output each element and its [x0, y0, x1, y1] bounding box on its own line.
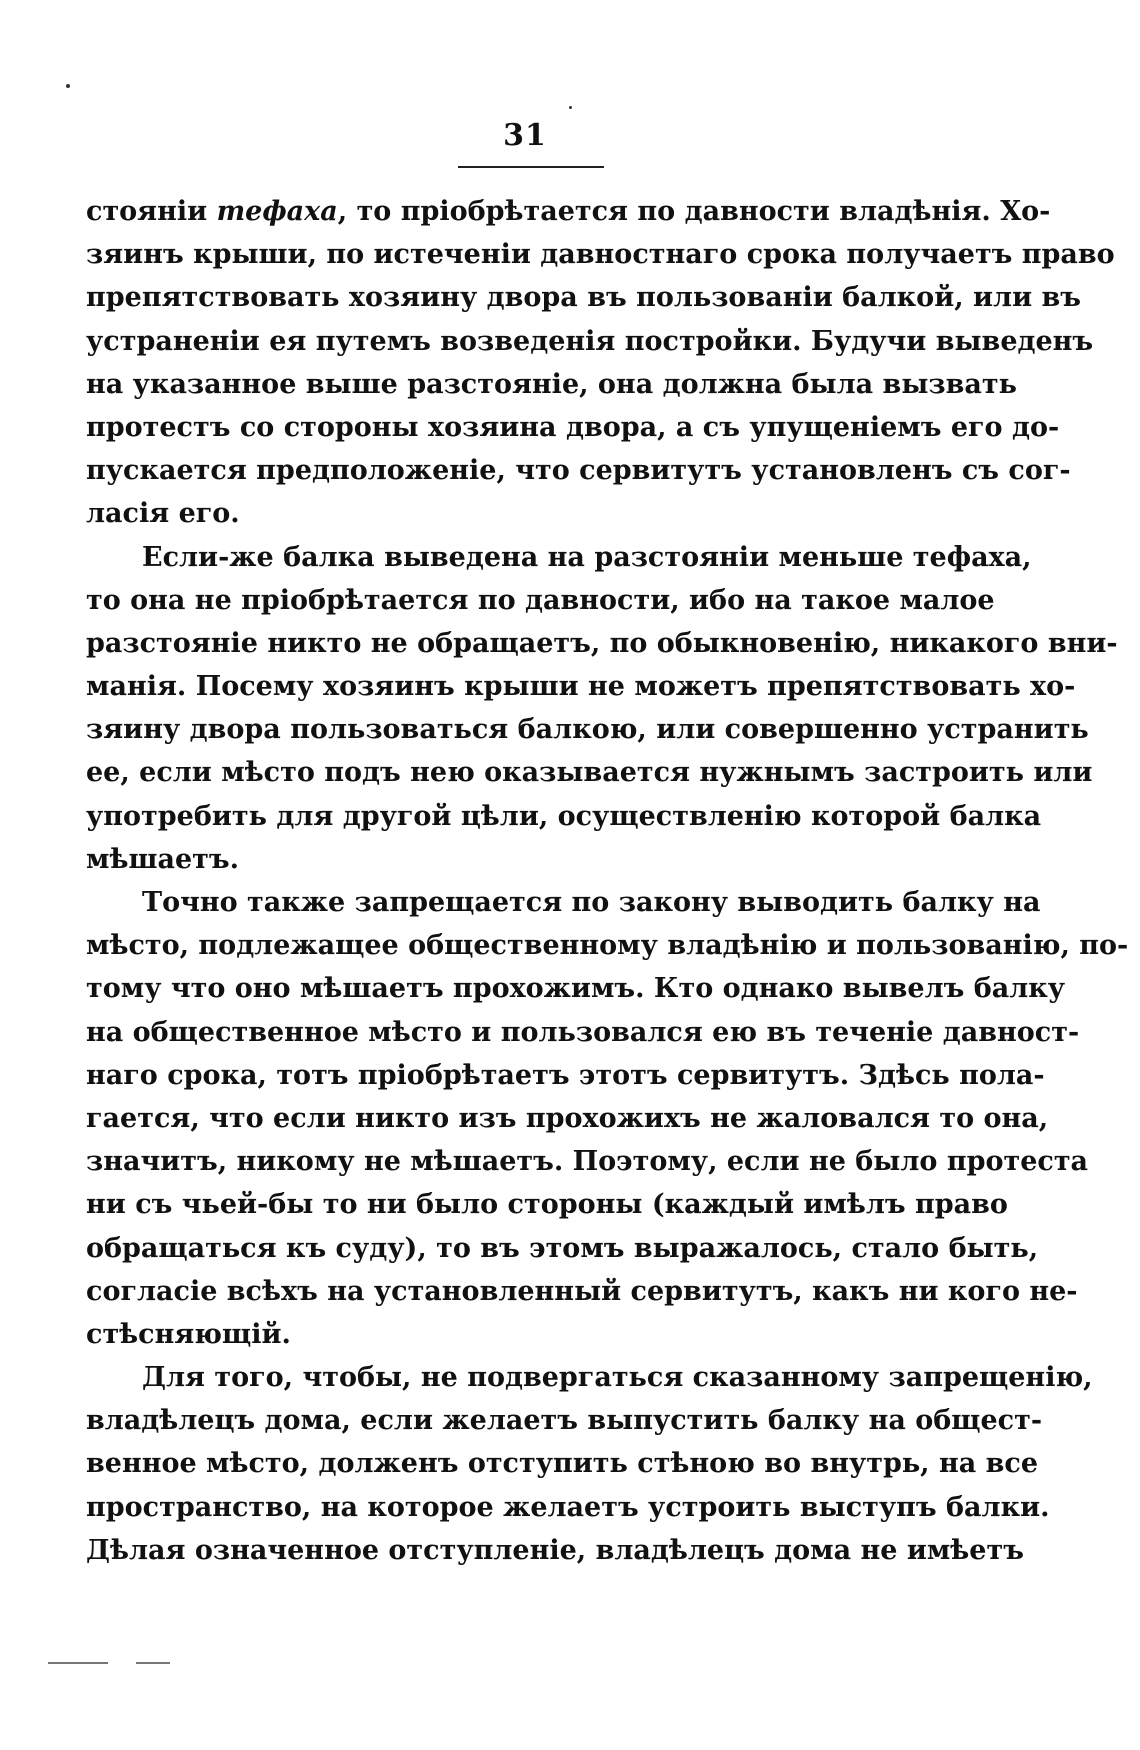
header-rule: [458, 166, 604, 168]
page-number: 31: [503, 118, 547, 153]
text-line: на общественное мѣсто и пользовался ею въ теченіе давност-: [86, 1016, 1080, 1048]
text-line: [86, 190, 1051, 233]
text-line: устраненіи ея путемъ возведенія постройки. Будучи выведенъ: [86, 325, 1094, 357]
text-line: венное мѣсто, долженъ отступить стѣною во внутрь, на все: [86, 1448, 1039, 1480]
text-line: зяинъ крыши, по истеченіи давностнаго срока получаетъ право: [86, 239, 1115, 271]
text-line: Дѣлая означенное отступленіе, владѣлецъ дома не имѣетъ: [86, 1534, 1024, 1566]
text-line: ни съ чьей-бы то ни было стороны (каждый имѣлъ право: [86, 1189, 1008, 1221]
text-line: употребить для другой цѣли, осуществленію которой балка: [86, 800, 1042, 832]
text-line: разстояніе никто не обращаетъ, по обыкновенію, никакого вни-: [86, 627, 1118, 659]
text-line: препятствовать хозяину двора въ пользованіи балкой, или въ: [86, 282, 1081, 314]
paragraph-4: [86, 1356, 1093, 1572]
text-line: Точно также запрещается по закону выводить балку на: [142, 887, 1041, 918]
text-line: зяину двора пользоваться балкою, или совершенно устранить: [86, 714, 1089, 746]
paragraph-3: [86, 881, 1129, 1356]
text-line: тому что оно мѣшаетъ прохожимъ. Кто однако вывелъ балку: [86, 973, 1066, 1005]
paragraph-2: [86, 536, 1118, 882]
scan-mark: [48, 1662, 108, 1664]
text-line: то она не пріобрѣтается по давности, ибо на такое малое: [86, 584, 995, 616]
text-line: пускается предположеніе, что сервитутъ установленъ съ сог-: [86, 455, 1071, 487]
text-line: протестъ со стороны хозяина двора, а съ упущеніемъ его до-: [86, 411, 1060, 443]
text-line: Для того, чтобы, не подвергаться сказанному запрещенію,: [142, 1362, 1093, 1394]
text-line: на указанное выше разстояніе, она должна была вызвать: [86, 368, 1017, 400]
text-line: ласія его.: [86, 498, 240, 530]
scan-mark: [136, 1662, 170, 1664]
text-line: наго срока, тотъ пріобрѣтаетъ этотъ сервитутъ. Здѣсь пола-: [86, 1059, 1045, 1091]
text-line: владѣлецъ дома, если желаетъ выпустить балку на общест-: [86, 1405, 1043, 1437]
scan-speck: [66, 84, 70, 88]
text-line: гается, что если никто изъ прохожихъ не жаловался то она,: [86, 1102, 1049, 1134]
text-line: пространство, на которое желаетъ устроить выступъ балки.: [86, 1491, 1050, 1523]
text-fragment: , то пріобрѣтается по давности владѣнія. Хо-: [337, 196, 1051, 227]
text-line: стѣсняющій.: [86, 1318, 291, 1350]
text-line: обращаться къ суду), то въ этомъ выражалось, стало быть,: [86, 1232, 1039, 1264]
italic-term: тефаха: [216, 196, 338, 227]
paragraph-1: [86, 190, 1115, 536]
scan-speck: [569, 106, 572, 109]
text-line: ее, если мѣсто подъ нею оказывается нужнымъ застроить или: [86, 757, 1093, 789]
text-fragment: стояніи: [86, 196, 217, 227]
text-line: согласіе всѣхъ на установленный сервитутъ, какъ ни кого не-: [86, 1275, 1078, 1307]
text-line: мѣсто, подлежащее общественному владѣнію и пользованію, по-: [86, 930, 1129, 962]
text-line: значитъ, никому не мѣшаетъ. Поэтому, если не было протеста: [86, 1146, 1089, 1178]
text-line: манія. Посему хозяинъ крыши не можетъ препятствовать хо-: [86, 671, 1076, 703]
text-line: мѣшаетъ.: [86, 843, 239, 875]
text-line: Если-же балка выведена на разстояніи меньше тефаха,: [142, 541, 1032, 573]
page-body: [86, 190, 1129, 1572]
